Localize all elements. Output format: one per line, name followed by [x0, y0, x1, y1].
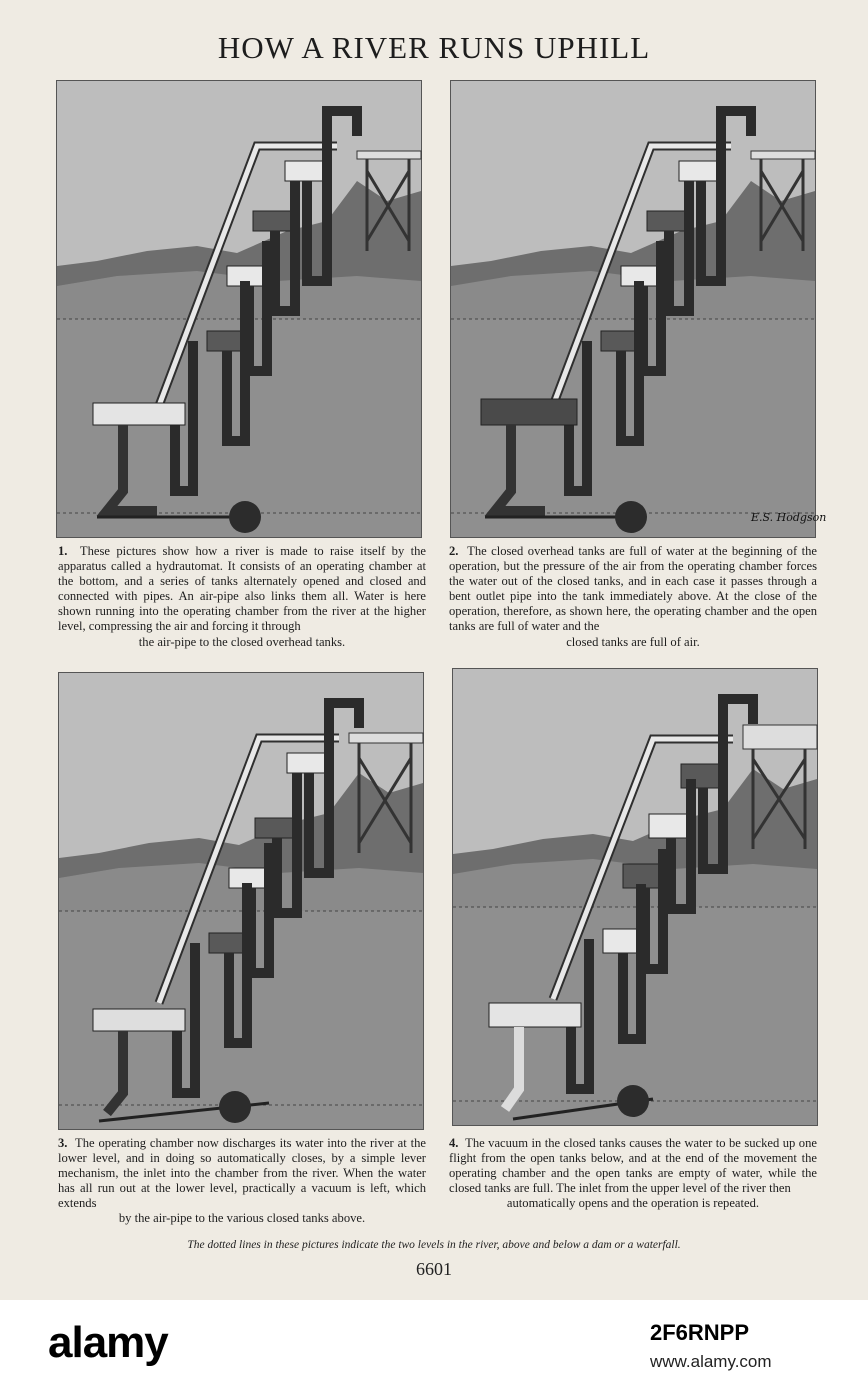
caption-text: The operating chamber now discharges its water into the river at the lower level, and in doing so automatically closes, by a simple lever mechanism, the inlet into the chamber from the river. When the water has all run out at the lower level, practically a vacuum is left, which extends [58, 1136, 426, 1211]
caption-text: The closed overhead tanks are full of water at the beginning of the operation, but the pressure of the air from the operating chamber forces the water out of the closed tanks, and in each case it passes through a bent outlet pipe into the tank immediately above. At the close of the operation, therefore, as shown here, the operating chamber and the open tanks are full of water and the [449, 544, 817, 634]
image-id: 2F6RNPP [650, 1320, 750, 1345]
hydrautomat-illustration-1 [57, 81, 421, 537]
caption-number: 2. [449, 544, 459, 558]
hydrautomat-illustration-4 [453, 669, 817, 1125]
watermark-url: www.alamy.com [650, 1352, 772, 1371]
caption-number: 3. [58, 1136, 68, 1150]
page-number: 6601 [416, 1259, 452, 1279]
hydrautomat-illustration-3 [59, 673, 423, 1129]
caption-last-line: closed tanks are full of air. [566, 634, 700, 649]
caption-last-line: automatically opens and the operation is repeated. [506, 1196, 760, 1211]
caption-1 [58, 544, 426, 650]
footnote: The dotted lines in these pictures indicate the two levels in the river, above and below a dam or a waterfall. [187, 1239, 681, 1251]
caption-3 [58, 1136, 426, 1227]
illustration-panel-2 [450, 80, 827, 538]
caption-number: 1. [58, 544, 68, 558]
caption-number: 4. [449, 1136, 459, 1150]
caption-last-line: the air-pipe to the closed overhead tanks. [138, 634, 346, 649]
caption-text: These pictures show how a river is made to raise itself by the apparatus called a hydrautomat. It consists of an operating chamber at the bottom, and a series of tanks alternately opened and closed and connected with pipes. An air-pipe also links them all. Water is here shown running into the operating chamber from the river at the higher level, compressing the air and forcing it through [58, 544, 426, 634]
caption-text: The vacuum in the closed tanks causes the water to be sucked up one flight from the open tanks below, and at the end of the movement the operating chamber and the open tanks are empty of water, while the closed tanks are full. The inlet from the upper level of the river then [449, 1136, 817, 1196]
caption-last-line: by the air-pipe to the various closed tanks above. [118, 1211, 366, 1226]
illustration-panel-4 [452, 668, 818, 1126]
caption-4 [449, 1136, 817, 1211]
hydrautomat-illustration-2 [451, 81, 827, 537]
page-title: HOW A RIVER RUNS UPHILL [217, 30, 651, 65]
illustration-panel-1 [56, 80, 422, 538]
illustration-panel-3 [58, 672, 424, 1130]
artist-signature: E.S. Hodgson [751, 511, 827, 524]
alamy-logo: alamy [48, 1318, 168, 1367]
caption-2 [449, 544, 817, 650]
